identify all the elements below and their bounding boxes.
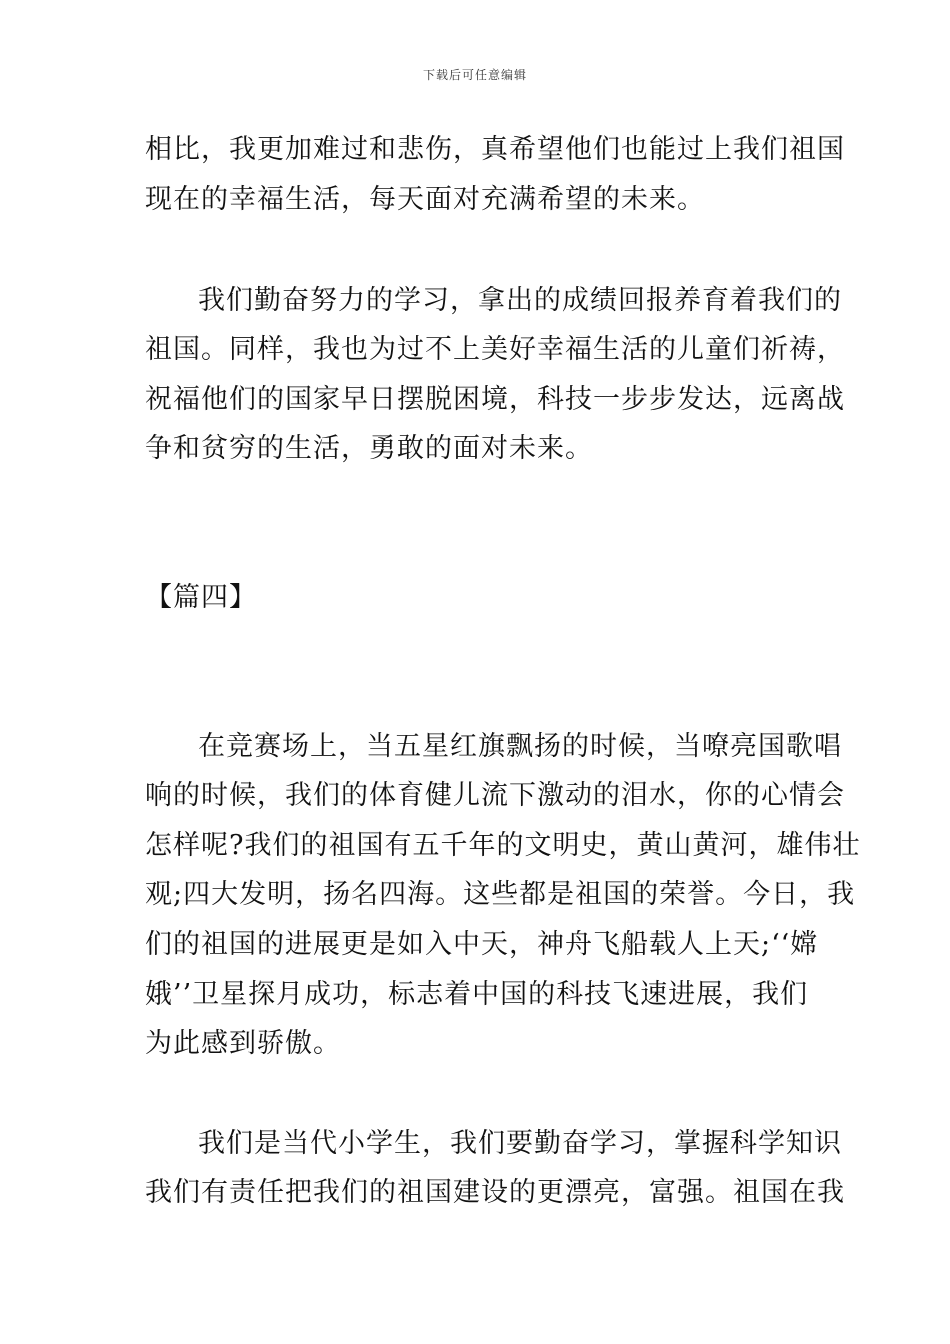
- paragraph-3-line-6: 娥’’卫星探月成功，标志着中国的科技飞速进展，我们: [145, 979, 809, 1010]
- paragraph-3-line-7: 为此感到骄傲。: [145, 1028, 341, 1059]
- paragraph-2-line-3: 祝福他们的国家早日摆脱困境，科技一步步发达，远离战: [145, 384, 845, 415]
- paragraph-4-line-2: 我们有责任把我们的祖国建设的更漂亮，富强。祖国在我: [145, 1177, 845, 1208]
- paragraph-3-line-1: 在竞赛场上，当五星红旗飘扬的时候，当嘹亮国歌唱: [198, 731, 842, 762]
- paragraph-3-line-4: 观;四大发明，扬名四海。这些都是祖国的荣誉。今日，我: [145, 879, 856, 910]
- paragraph-3-line-3: 怎样呢?我们的祖国有五千年的文明史，黄山黄河，雄伟壮: [145, 830, 861, 861]
- paragraph-1-line-1: 相比，我更加难过和悲伤，真希望他们也能过上我们祖国: [145, 134, 845, 165]
- paragraph-3-line-5: 们的祖国的进展更是如入中天，神舟飞船载人上天;‘‘嫦: [145, 929, 819, 960]
- section-heading: 【篇四】: [145, 582, 257, 613]
- paragraph-2-line-2: 祖国。同样，我也为过不上美好幸福生活的儿童们祈祷，: [145, 334, 845, 365]
- paragraph-2-line-4: 争和贫穷的生活，勇敢的面对未来。: [145, 433, 593, 464]
- page-header: 下载后可任意编辑: [422, 68, 527, 82]
- paragraph-2-line-1: 我们勤奋努力的学习，拿出的成绩回报养育着我们的: [198, 285, 842, 316]
- paragraph-4-line-1: 我们是当代小学生，我们要勤奋学习，掌握科学知识: [198, 1128, 842, 1159]
- paragraph-3-line-2: 响的时候，我们的体育健儿流下激动的泪水，你的心情会: [145, 780, 845, 811]
- paragraph-1-line-2: 现在的幸福生活，每天面对充满希望的未来。: [145, 184, 705, 215]
